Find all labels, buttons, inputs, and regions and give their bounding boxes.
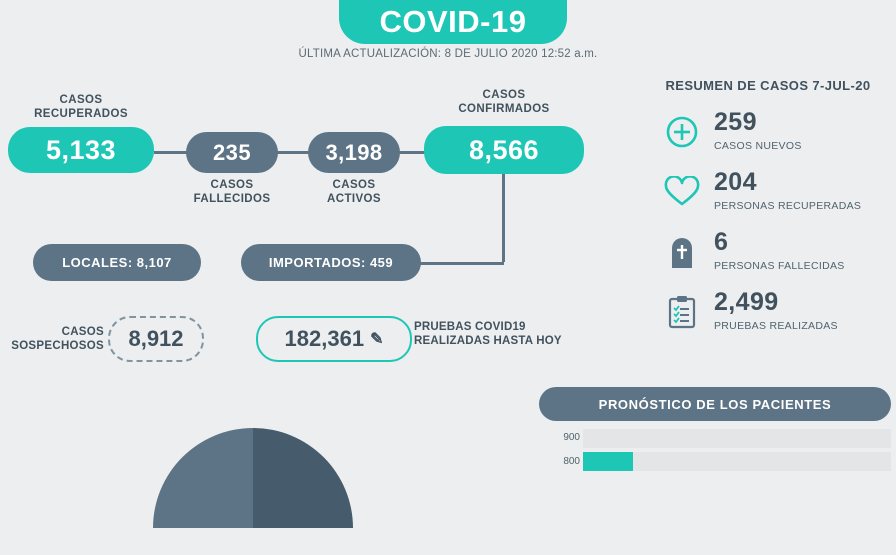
stat-pruebas-realizadas	[256, 316, 412, 362]
label-casos-confirmados	[424, 88, 584, 116]
label-line-1: CASOS	[210, 179, 254, 191]
label-line-2: FALLECIDOS	[193, 193, 271, 205]
label-line-2: ACTIVOS	[327, 193, 381, 205]
stat-casos-confirmados	[424, 126, 584, 174]
chart-bar	[583, 452, 633, 471]
connector-line	[502, 174, 505, 262]
connector-line	[276, 151, 310, 154]
tombstone-icon	[662, 232, 702, 272]
case-flow-diagram	[0, 80, 640, 380]
label-line-1: CASOS	[482, 89, 526, 101]
stat-casos-fallecidos	[186, 132, 278, 173]
stat-value: 8,566	[468, 134, 540, 165]
summary-caption: CASOS NUEVOS	[714, 140, 802, 152]
label-casos-fallecidos	[186, 178, 278, 206]
last-updated-text: ÚLTIMA ACTUALIZACIÓN: 8 DE JULIO 2020 12:52 a.m.	[298, 48, 598, 60]
stat-casos-activos	[308, 132, 400, 173]
summary-value: 6	[714, 228, 729, 256]
summary-row-personas-fallecidas	[662, 228, 896, 284]
label-line-2: REALIZADAS HASTA HOY	[414, 335, 562, 347]
connector-line	[398, 151, 426, 154]
stat-value: 5,133	[45, 134, 117, 165]
label-line-2: SOSPECHOSOS	[11, 340, 104, 352]
summary-value: 2,499	[714, 288, 779, 316]
connector-line	[419, 262, 504, 265]
page-title: COVID-19	[379, 4, 527, 39]
label-pruebas-realizadas	[414, 320, 574, 348]
label-casos-sospechosos	[0, 325, 104, 353]
y-axis-tick-900: 900	[563, 432, 580, 443]
label-casos-activos	[308, 178, 400, 206]
stat-casos-sospechosos	[108, 316, 204, 362]
pronostico-title: PRONÓSTICO DE LOS PACIENTES	[598, 396, 832, 412]
stat-value: 3,198	[325, 139, 383, 165]
summary-title: RESUMEN DE CASOS 7-JUL-20	[665, 78, 871, 93]
pronostico-title-pill	[539, 387, 891, 421]
label-casos-recuperados	[8, 93, 154, 121]
connector-line	[154, 151, 188, 154]
pencil-icon: ✎	[370, 331, 384, 348]
summary-caption: PERSONAS FALLECIDAS	[714, 260, 845, 272]
label-line-1: CASOS	[59, 94, 103, 106]
label-line-1: CASOS	[332, 179, 376, 191]
summary-value: 259	[714, 108, 757, 136]
plus-circle-icon	[662, 112, 702, 152]
label-line-2: CONFIRMADOS	[458, 103, 550, 115]
stat-casos-importados	[241, 244, 421, 281]
stat-value: 235	[213, 139, 251, 165]
summary-caption: PERSONAS RECUPERADAS	[714, 200, 862, 212]
heart-icon	[662, 172, 702, 212]
summary-row-personas-recuperadas	[662, 168, 896, 224]
summary-caption: PRUEBAS REALIZADAS	[714, 320, 838, 332]
summary-row-casos-nuevos	[662, 108, 896, 164]
stat-label-value: LOCALES: 8,107	[62, 255, 172, 270]
label-line-2: RECUPERADOS	[34, 108, 128, 120]
summary-panel	[640, 78, 896, 332]
label-line-1: PRUEBAS COVID19	[414, 321, 526, 333]
stat-value: 182,361	[284, 326, 365, 351]
summary-row-pruebas-realizadas	[662, 288, 896, 344]
page-title-pill	[339, 0, 567, 44]
y-axis-tick-800: 800	[563, 456, 580, 467]
chart-gridline-row	[583, 429, 891, 448]
stat-casos-locales	[33, 244, 201, 281]
clipboard-icon	[662, 292, 702, 332]
stat-casos-recuperados	[8, 127, 154, 173]
label-line-1: CASOS	[61, 326, 104, 338]
summary-value: 204	[714, 168, 757, 196]
stat-value: 8,912	[128, 326, 184, 351]
donut-chart	[150, 425, 356, 555]
stat-label-value: IMPORTADOS: 459	[268, 255, 394, 270]
